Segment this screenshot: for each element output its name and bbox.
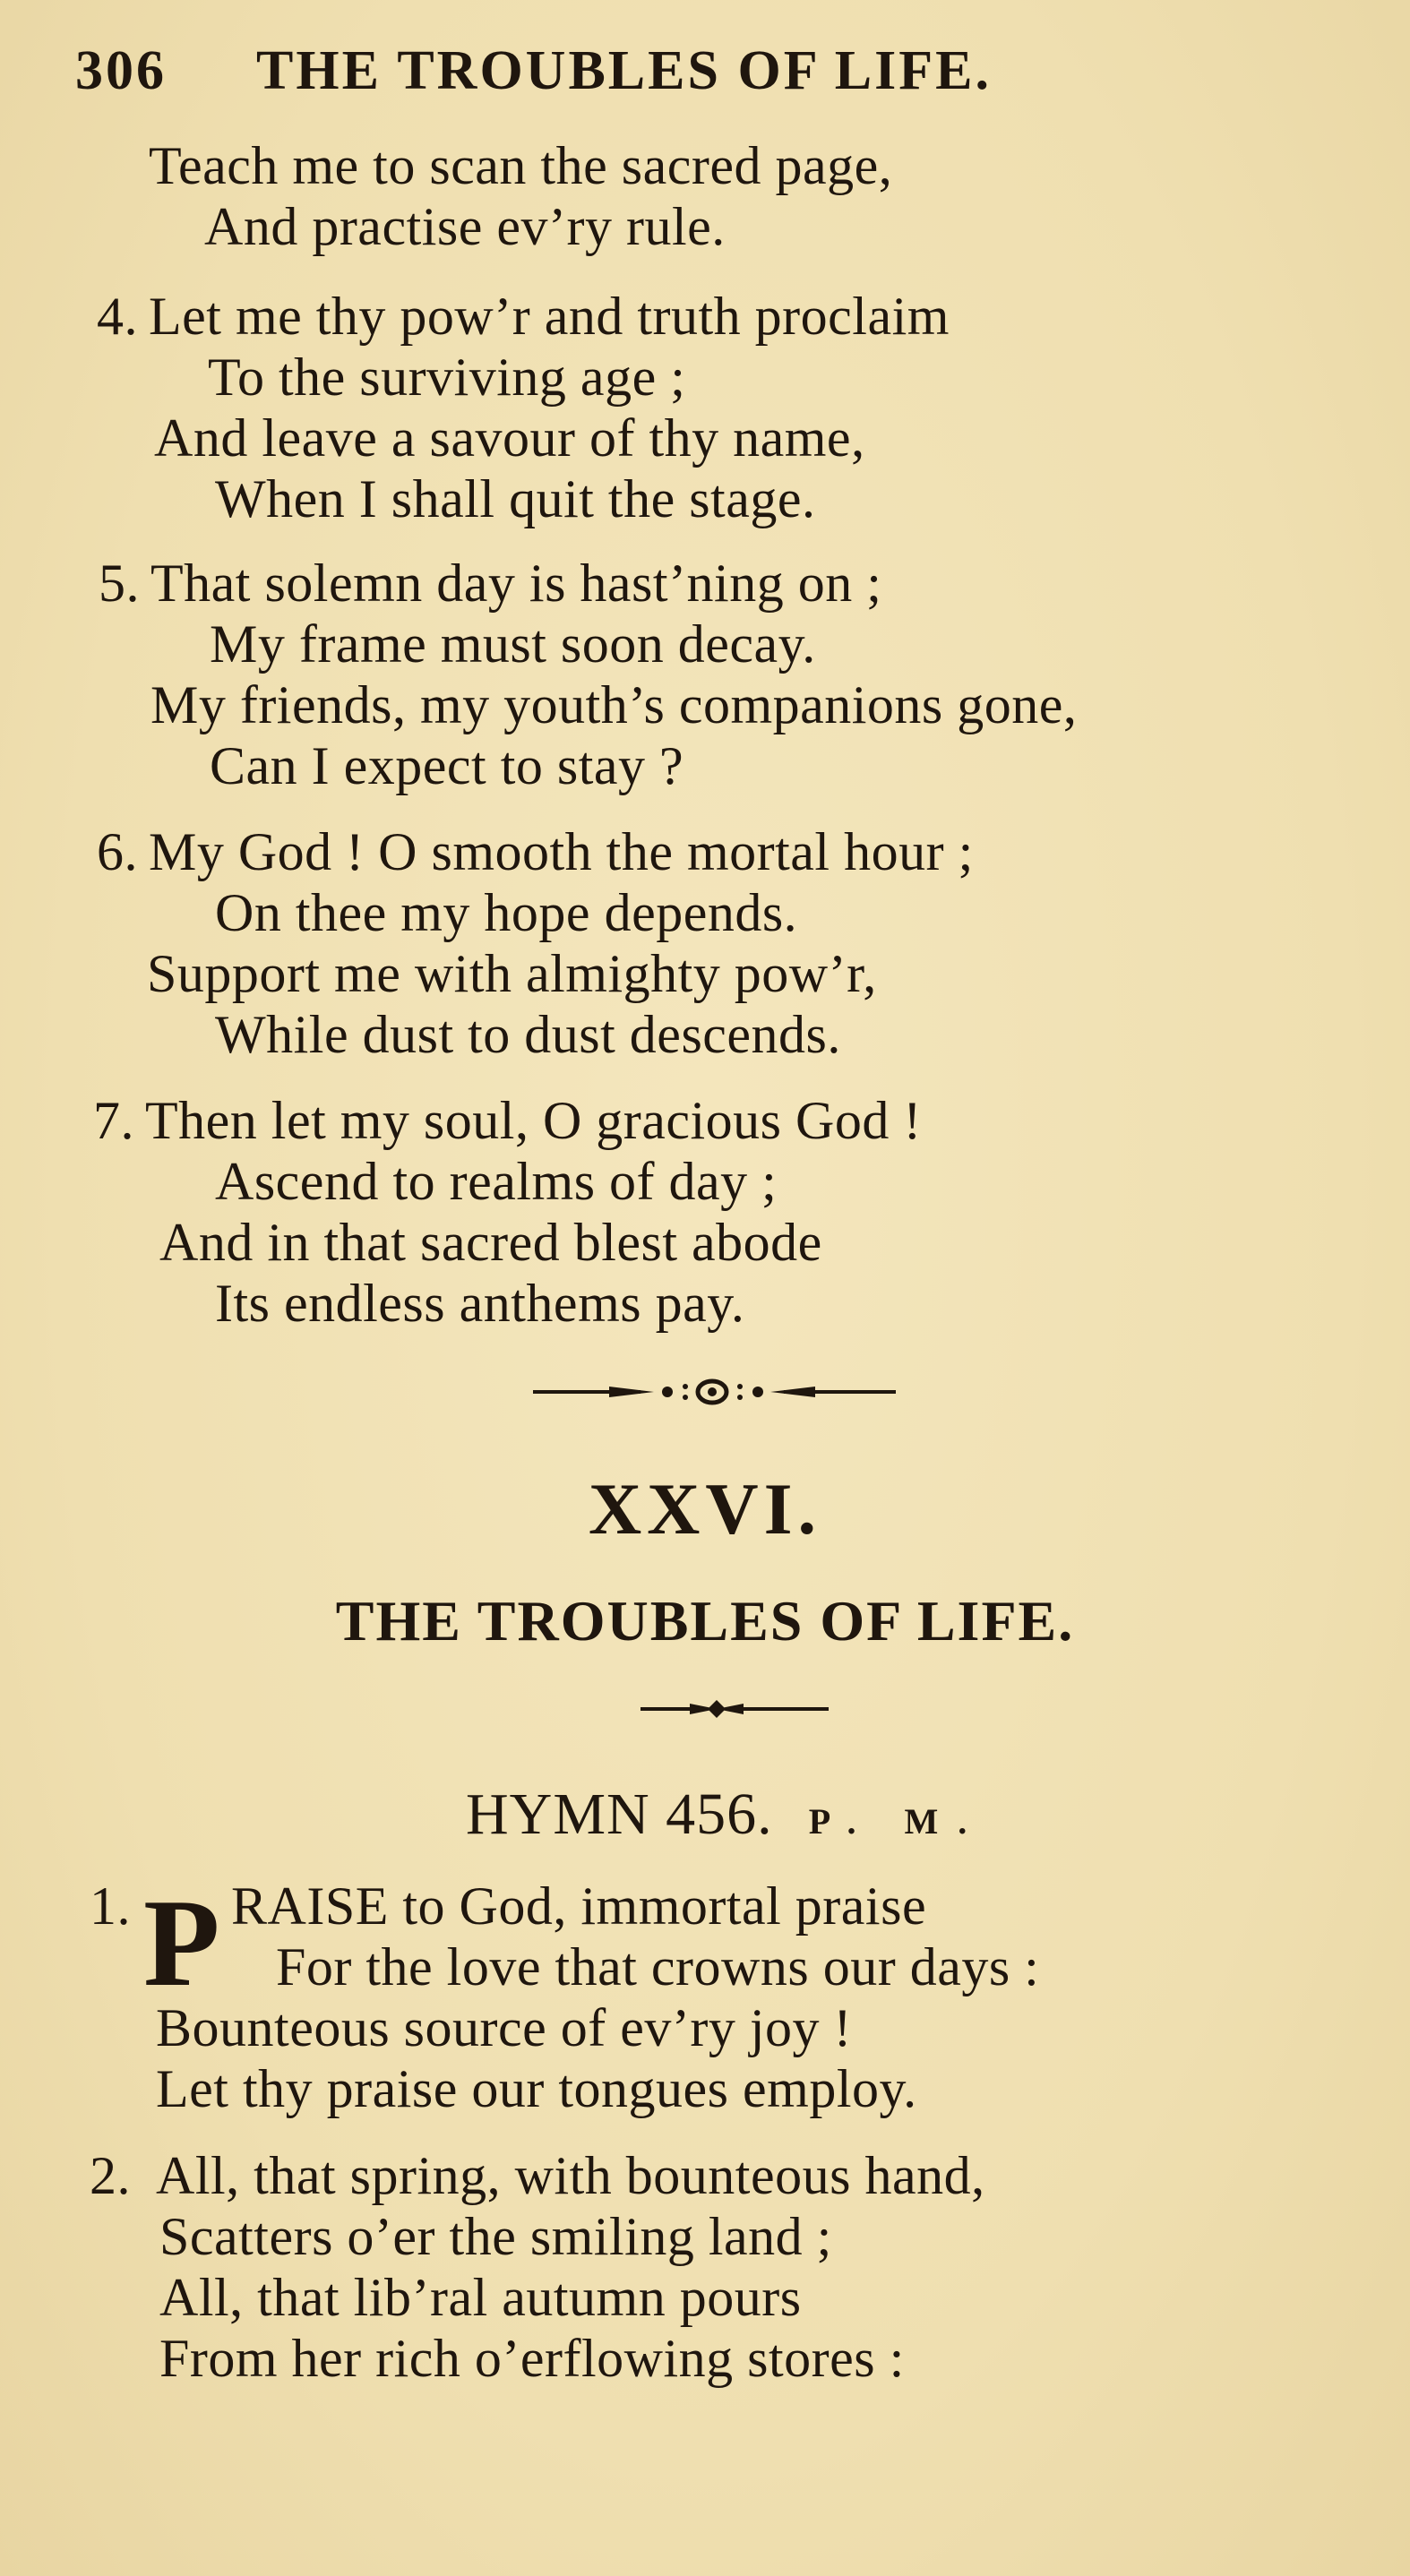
page-header	[75, 39, 992, 102]
page-number: 306	[75, 40, 167, 101]
verse-line: All, that lib’ral autumn pours	[159, 2268, 802, 2327]
verse-line: On thee my hope depends.	[215, 883, 798, 942]
verse-line: Ascend to realms of day ;	[215, 1152, 778, 1211]
ornament-divider-small	[0, 1691, 1410, 1727]
stanza-number: 6.	[97, 822, 138, 881]
stanza-number: 5.	[99, 554, 140, 613]
verse-line: My friends, my youth’s companions gone,	[150, 675, 1078, 734]
verse-line: Teach me to scan the sacred page,	[149, 136, 893, 195]
verse-line: To the surviving age ;	[208, 348, 686, 407]
verse-line: RAISE to God, immortal praise	[231, 1876, 927, 1936]
verse-line: And in that sacred blest abode	[159, 1213, 822, 1272]
stanza-number: 4.	[97, 287, 138, 346]
verse-line: Can I expect to stay ?	[210, 736, 684, 795]
verse-line: Bounteous source of ev’ry joy !	[156, 1998, 852, 2057]
drop-cap: P	[143, 1874, 220, 2013]
section-number: XXVI.	[588, 1468, 822, 1550]
verse-line: My frame must soon decay.	[210, 614, 816, 674]
verse-line-first: 6. My God ! O smooth the mortal hour ;	[97, 822, 974, 881]
verse-line: And leave a savour of thy name,	[154, 408, 865, 468]
verse-line-first: 2. All, that spring, with bounteous hand,	[90, 2146, 985, 2205]
section-title: THE TROUBLES OF LIFE.	[335, 1589, 1075, 1653]
stanza-number: 7.	[93, 1091, 134, 1150]
verse-line-first: 7. Then let my soul, O gracious God !	[93, 1091, 922, 1150]
hymn-title: HYMN 456. P. M.	[466, 1782, 987, 1847]
running-title: THE TROUBLES OF LIFE.	[256, 40, 992, 101]
verse-line: For the love that crowns our days :	[276, 1937, 1040, 1996]
verse-line: Let thy praise our tongues employ.	[156, 2059, 917, 2118]
verse-line: And practise ev’ry rule.	[204, 197, 726, 256]
verse-line-first: 5. That solemn day is hast’ning on ;	[99, 554, 882, 613]
ornament-divider	[0, 1369, 1410, 1413]
verse-line: Its endless anthems pay.	[215, 1274, 745, 1333]
verse-line-first: 4. Let me thy pow’r and truth proclaim	[97, 287, 950, 346]
verse-line: While dust to dust descends.	[215, 1005, 841, 1064]
verse-line: Scatters o’er the smiling land ;	[159, 2207, 832, 2266]
stanza-number: 2.	[90, 2146, 131, 2205]
verse-line: From her rich o’erflowing stores :	[159, 2329, 905, 2388]
verse-line: When I shall quit the stage.	[215, 469, 816, 528]
verse-line: Support me with almighty pow’r,	[147, 944, 877, 1003]
stanza-number: 1.	[90, 1876, 131, 1936]
hymn-meter: P. M.	[808, 1801, 987, 1842]
